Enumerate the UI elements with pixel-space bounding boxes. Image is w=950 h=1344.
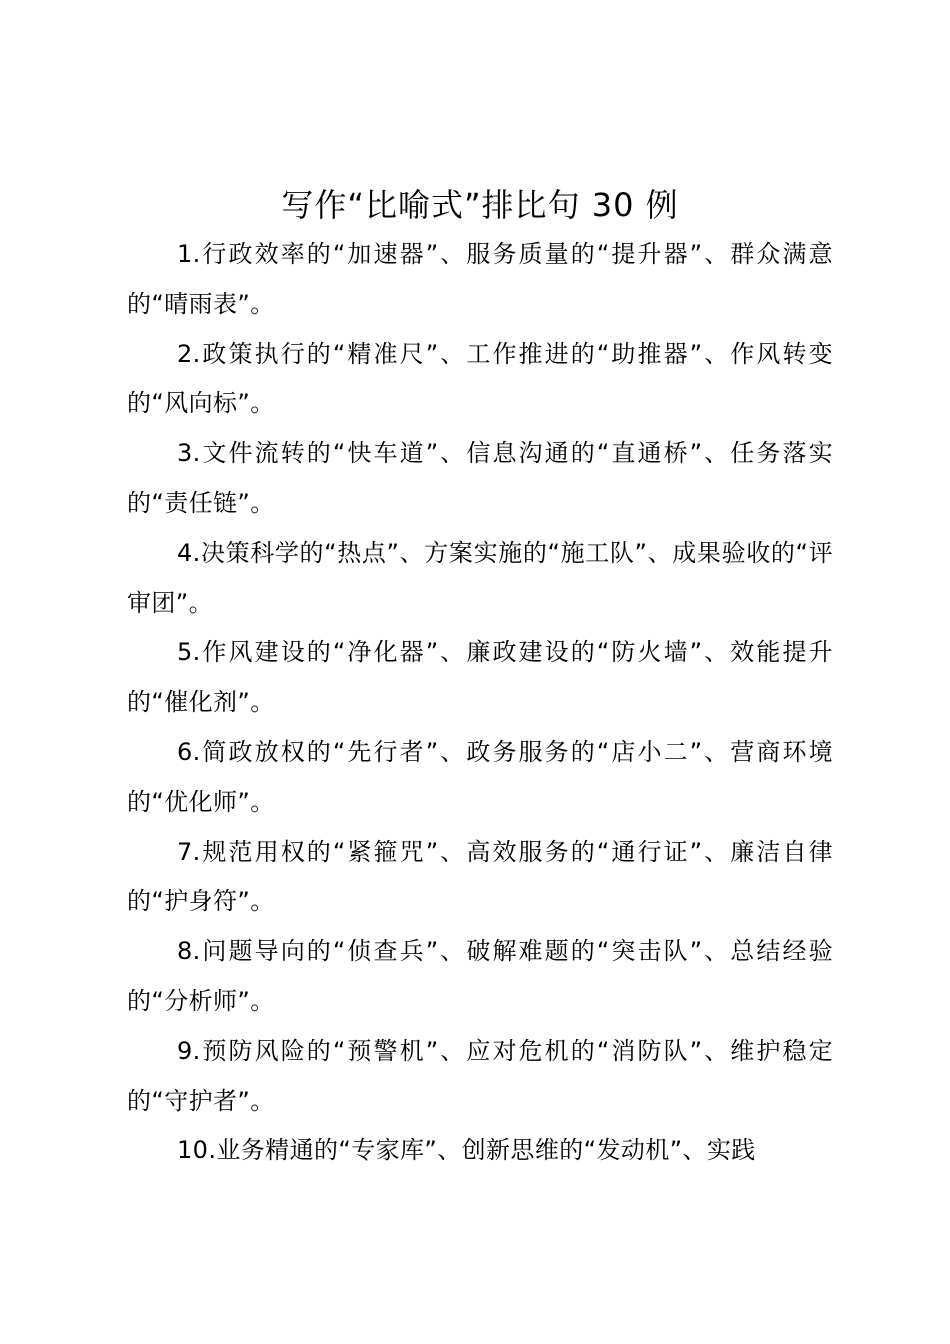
list-item-5: 5.作风建设的“净化器”、廉政建设的“防火墙”、效能提升的“催化剂”。 [127, 638, 833, 717]
document-page [127, 180, 833, 1176]
list-item-1: 1.行政效率的“加速器”、服务质量的“提升器”、群众满意的“晴雨表”。 [127, 240, 833, 318]
list-item-8: 8.问题导向的“侦查兵”、破解难题的“突击队”、总结经验的“分析师”。 [127, 937, 833, 1015]
list-item-10: 10.业务精通的“专家库”、创新思维的“发动机”、实践 [177, 1136, 756, 1165]
document-title: 写作“比喻式”排比句 30 例 [281, 186, 679, 224]
list-item-9: 9.预防风险的“预警机”、应对危机的“消防队”、维护稳定的“守护者”。 [127, 1036, 833, 1115]
list-item-6: 6.简政放权的“先行者”、政务服务的“店小二”、营商环境的“优化师”。 [127, 737, 833, 816]
list-item-7: 7.规范用权的“紧箍咒”、高效服务的“通行证”、廉洁自律的“护身符”。 [127, 837, 833, 916]
list-item-2: 2.政策执行的“精准尺”、工作推进的“助推器”、作风转变的“风向标”。 [127, 339, 833, 418]
list-item-4: 4.决策科学的“热点”、方案实施的“施工队”、成果验收的“评审团”。 [127, 538, 833, 617]
list-item-3: 3.文件流转的“快车道”、信息沟通的“直通桥”、任务落实的“责任链”。 [127, 439, 833, 517]
